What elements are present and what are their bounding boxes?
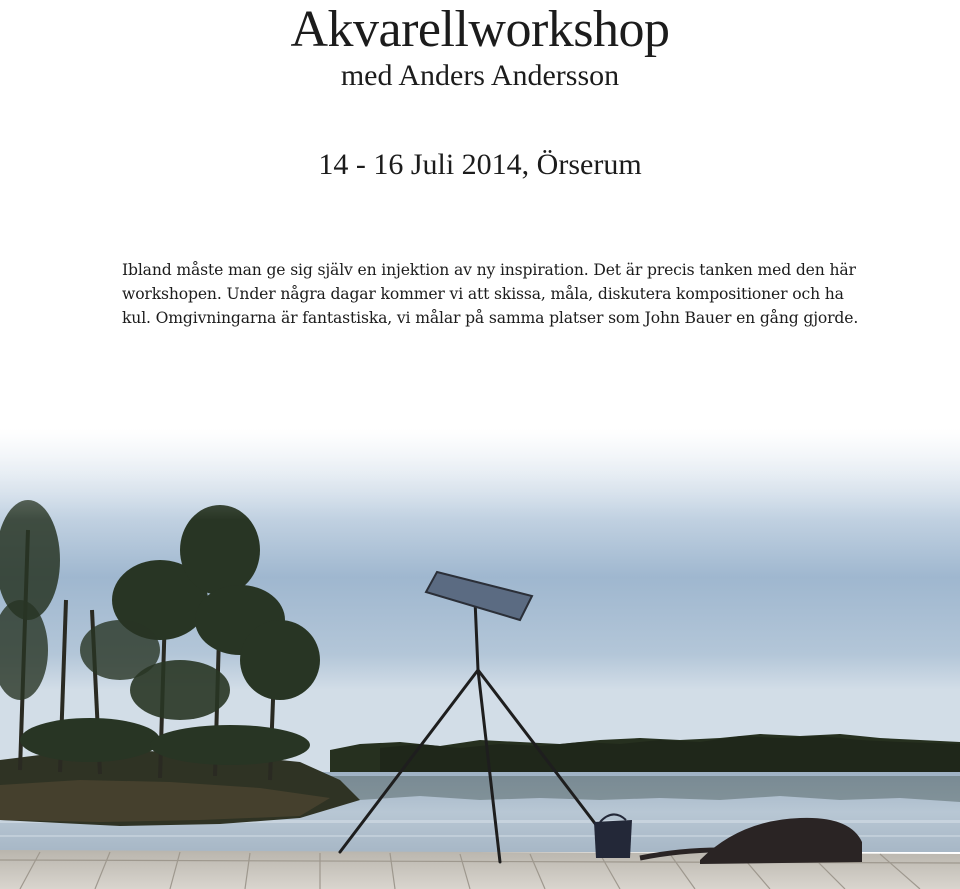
event-dates: 14 - 16 Juli 2014, Örserum [318,148,642,181]
page-subtitle: med Anders Andersson [340,59,620,92]
intro-paragraph: Ibland måste man ge sig själv en injektion av ny inspiration. Det är precis tanken med den här workshopen. Under några dagar kommer vi att skissa, måla, diskutera kompositioner och ha kul. Omgivningarna är fantastiska, vi målar på samma platser som John Bauer en gång gjorde. [122,261,859,327]
bucket-bag [594,820,632,858]
page-title: Akvarellworkshop [290,1,670,58]
lake-easel-photo [0,330,960,889]
